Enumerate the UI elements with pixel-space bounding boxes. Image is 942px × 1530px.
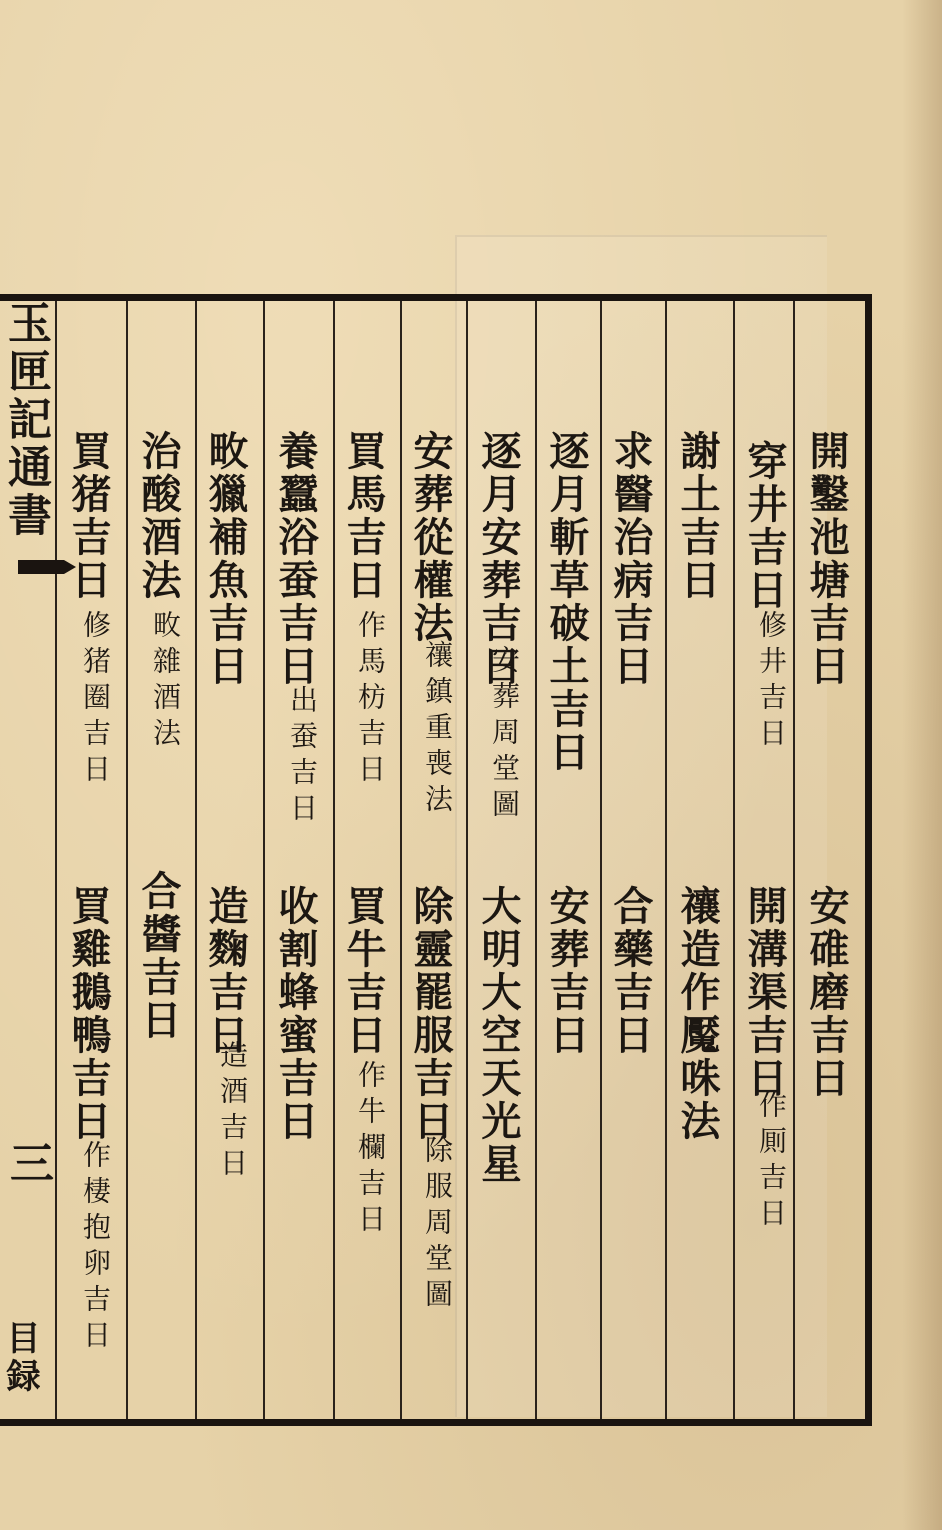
page-number: 三: [2, 1140, 53, 1188]
column-rule: [466, 301, 468, 1419]
column-rule: [333, 301, 335, 1419]
column-rule: [55, 301, 57, 1419]
toc-entry: 治酸酒法: [135, 430, 182, 602]
toc-subentry: 修井吉日: [755, 610, 788, 754]
toc-entry: 禳造作魘咮法: [674, 885, 721, 1143]
toc-entry: 合醬吉日: [135, 870, 182, 1042]
toc-entry: 安碓磨吉日: [803, 885, 850, 1100]
page-edge-shadow: [902, 0, 942, 1530]
column-rule: [733, 301, 735, 1419]
toc-subentry: 安葬周堂圖: [488, 645, 521, 825]
toc-entry: 買雞鵝鴨吉日: [65, 885, 112, 1143]
toc-entry: 逐月安葬吉日: [475, 430, 522, 688]
toc-entry: 買猪吉日: [65, 430, 112, 602]
column-rule: [400, 301, 402, 1419]
toc-entry: 開鑿池塘吉日: [803, 430, 850, 688]
toc-entry: 逐月斬草破土吉日: [543, 430, 590, 774]
toc-entry: 安葬吉日: [543, 885, 590, 1057]
toc-subentry: 作棲抱卵吉日: [79, 1140, 112, 1356]
fish-tail-mark: [18, 560, 64, 574]
toc-entry: 買牛吉日: [340, 885, 387, 1057]
toc-subentry: 作馬枋吉日: [354, 610, 387, 790]
column-rule: [263, 301, 265, 1419]
column-rule: [600, 301, 602, 1419]
toc-entry: 求醫治病吉日: [607, 430, 654, 688]
toc-subentry: 修猪圈吉日: [79, 610, 112, 790]
column-rule: [665, 301, 667, 1419]
toc-entry: 除靈罷服吉日: [407, 885, 454, 1143]
toc-entry: 買馬吉日: [340, 430, 387, 602]
toc-entry: 安葬從權法: [407, 430, 454, 645]
toc-subentry: 出蚕吉日: [286, 685, 319, 829]
toc-entry: 合藥吉日: [607, 885, 654, 1057]
column-rule: [535, 301, 537, 1419]
toc-entry: 謝土吉日: [674, 430, 721, 602]
book-title: 玉匣記通書: [0, 300, 51, 540]
toc-entry: 穿井吉日: [741, 440, 788, 612]
section-label: 目録: [0, 1320, 40, 1396]
column-rule: [126, 301, 128, 1419]
toc-subentry: 畋雜酒法: [149, 610, 182, 754]
toc-entry: 造麴吉日: [202, 885, 249, 1057]
column-rule: [793, 301, 795, 1419]
toc-entry: 養蠶浴蚕吉日: [272, 430, 319, 688]
toc-subentry: 禳鎮重喪法: [421, 640, 454, 820]
toc-subentry: 除服周堂圖: [421, 1135, 454, 1315]
toc-entry: 開溝渠吉日: [741, 885, 788, 1100]
toc-entry: 收割蜂蜜吉日: [272, 885, 319, 1143]
toc-subentry: 作厠吉日: [755, 1090, 788, 1234]
column-rule: [195, 301, 197, 1419]
toc-entry: 大明大空天光星: [475, 885, 522, 1186]
toc-subentry: 造酒吉日: [216, 1040, 249, 1184]
toc-entry: 畋獵補魚吉日: [202, 430, 249, 688]
toc-subentry: 作牛欄吉日: [354, 1060, 387, 1240]
